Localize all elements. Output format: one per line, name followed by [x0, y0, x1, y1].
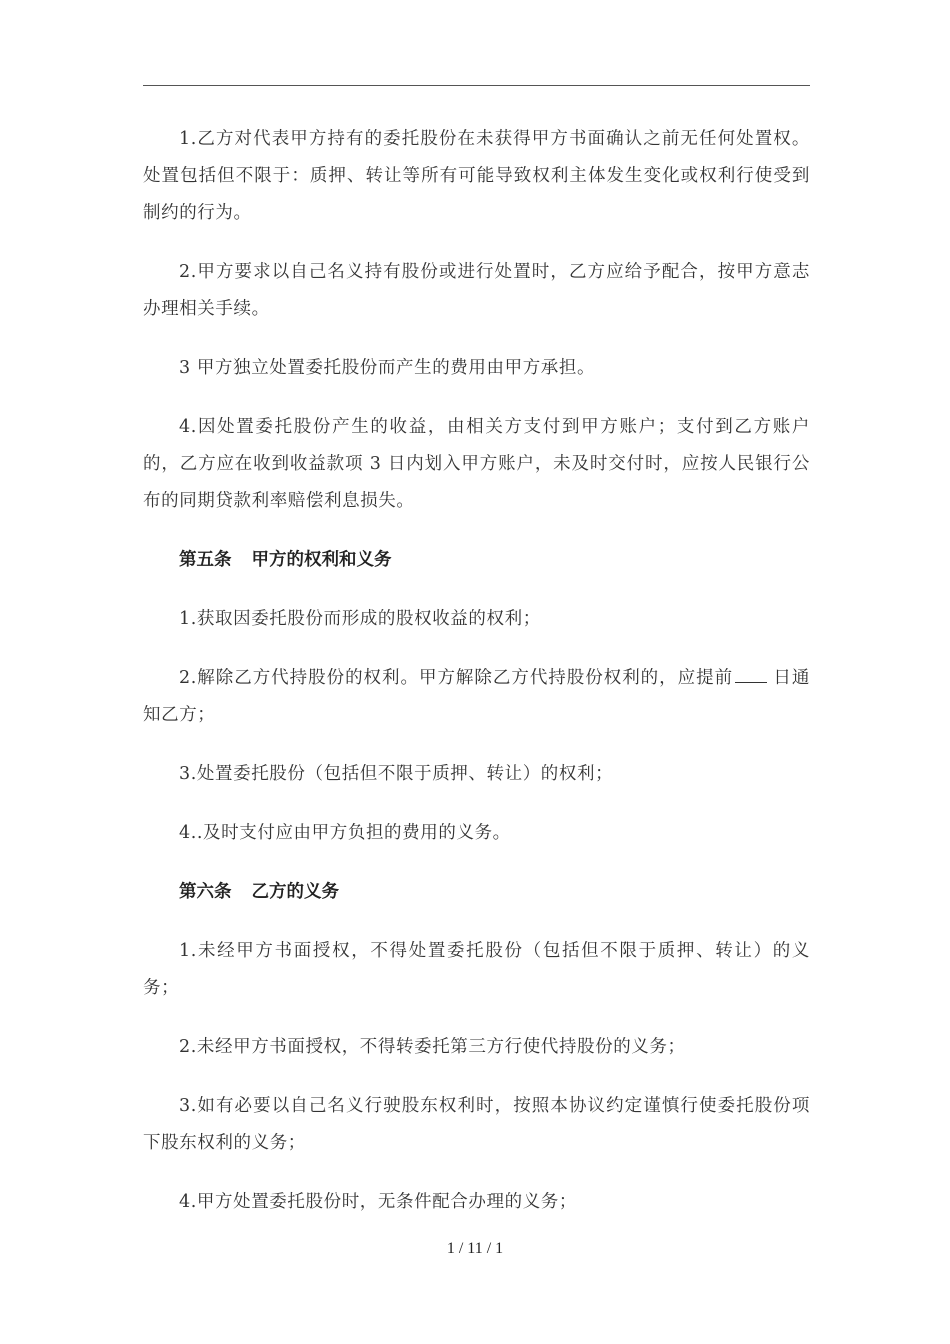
clause-paragraph: 3 甲方独立处置委托股份而产生的费用由甲方承担。	[179, 358, 596, 378]
article-6-item: 1.未经甲方书面授权，不得处置委托股份（包括但不限于质押、转让）的义务；	[143, 941, 810, 998]
article-5-item: 4..及时支付应由甲方负担的费用的义务。	[179, 823, 511, 843]
article-5-item: 1.获取因委托股份而形成的股权收益的权利；	[179, 609, 541, 629]
article-6-item: 3.如有必要以自己名义行驶股东权利时，按照本协议约定谨慎行使委托股份项下股东权利的义务；	[143, 1096, 810, 1153]
article-6-item: 4.甲方处置委托股份时，无条件配合办理的义务；	[179, 1192, 577, 1212]
article-6-heading	[143, 874, 810, 911]
fill-in-blank	[735, 668, 767, 683]
article-5-item: 3.处置委托股份（包括但不限于质押、转让）的权利；	[179, 764, 614, 784]
article-5-number: 第五条	[179, 550, 232, 570]
clause-paragraph: 2.甲方要求以自己名义持有股份或进行处置时，乙方应给予配合，按甲方意志办理相关手续。	[143, 262, 810, 319]
page-number: 1 / 11 / 1	[446, 1240, 504, 1257]
article-6-number: 第六条	[179, 882, 232, 902]
document-body	[143, 121, 810, 1243]
article-5-title: 甲方的权利和义务	[251, 550, 392, 570]
article-5-item-text: 2.解除乙方代持股份的权利。甲方解除乙方代持股份权利的，应提前	[179, 668, 734, 688]
clause-paragraph: 1.乙方对代表甲方持有的委托股份在未获得甲方书面确认之前无任何处置权。处置包括但不限于：质押、转让等所有可能导致权利主体发生变化或权利行使受到制约的行为。	[143, 129, 810, 223]
header-rule	[143, 85, 810, 86]
clause-paragraph: 4.因处置委托股份产生的收益，由相关方支付到甲方账户；支付到乙方账户的，乙方应在收到收益款项 3 日内划入甲方账户，未及时交付时，应按人民银行公布的同期贷款利率赔偿利息损失。	[143, 417, 810, 511]
article-6-item: 2.未经甲方书面授权，不得转委托第三方行使代持股份的义务；	[179, 1037, 686, 1057]
article-5-item	[143, 660, 810, 734]
article-5-heading	[143, 542, 810, 579]
article-5-item-tail: 日通知乙方；	[143, 668, 810, 725]
article-6-title: 乙方的义务	[251, 882, 339, 902]
